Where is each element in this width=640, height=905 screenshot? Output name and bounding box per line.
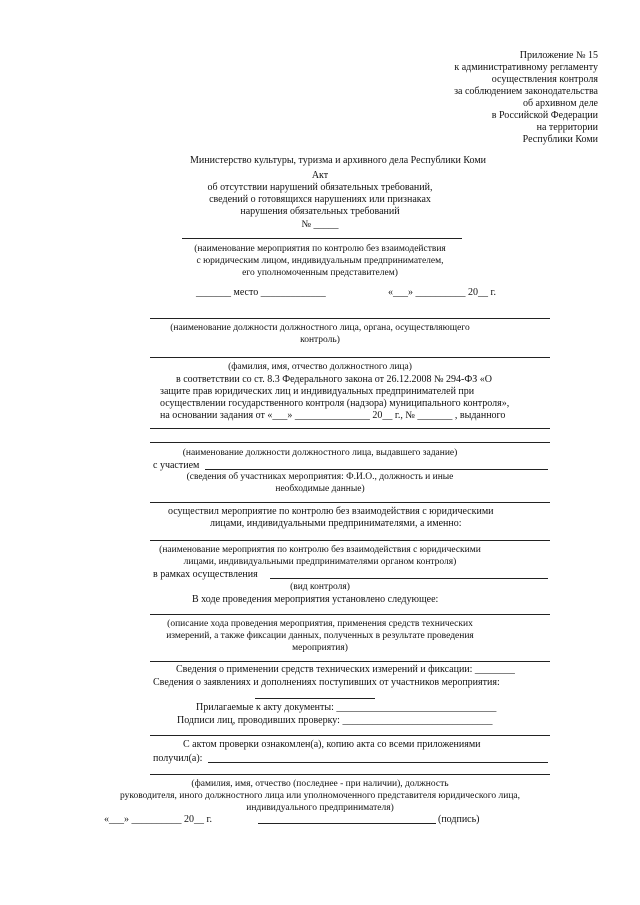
blank-line xyxy=(150,774,550,775)
caption-official: контроль) xyxy=(300,335,340,345)
framework-label: в рамках осуществления xyxy=(153,569,258,580)
final-date: «___» __________ 20__ г. xyxy=(104,814,212,825)
law-text-line: в соответствии со ст. 8.3 Федерального закона от 26.12.2008 № 294-ФЗ «О xyxy=(176,374,493,385)
caption-measure: его уполномоченным представителем) xyxy=(242,268,398,278)
appendix-line: Республики Коми xyxy=(522,134,598,145)
date-line: «___» __________ 20__ г. xyxy=(388,287,496,298)
signature-line xyxy=(258,823,436,824)
info-tech-measurements: Сведения о применении средств технических измерений и фиксации: ________ xyxy=(176,664,515,675)
caption-control-type: (вид контроля) xyxy=(290,582,350,592)
appendix-line: Приложение № 15 xyxy=(519,50,598,61)
blank-line xyxy=(150,540,550,541)
caption-measure: (наименование мероприятия по контролю без взаимодействия xyxy=(194,244,446,254)
caption-participants: необходимые данные) xyxy=(275,484,365,494)
law-text-line: осуществлении государственного контроля (надзора) муниципального контроля», xyxy=(160,398,510,409)
blank-line xyxy=(150,428,550,429)
caption-measure-type: лицами, индивидуальными предпринимателями органом контроля) xyxy=(183,557,457,567)
law-text-line: защите прав юридических лиц и индивидуальных предпринимателей при xyxy=(160,386,475,397)
act-subtitle-line: нарушения обязательных требований xyxy=(240,206,400,217)
blank-line xyxy=(150,318,550,319)
performed-text-line: осуществил мероприятие по контролю без взаимодействия с юридическими xyxy=(168,506,494,517)
caption-participants: (сведения об участниках мероприятия: Ф.И.О., должность и иные xyxy=(186,472,454,482)
acquainted-text: С актом проверки ознакомлен(а), копию акта со всеми приложениями xyxy=(183,739,481,750)
appendix-line: за соблюдением законодательства xyxy=(454,86,598,97)
act-title: Акт xyxy=(311,170,329,181)
caption-official: (наименование должности должностного лица, органа, осуществляющего xyxy=(170,323,470,333)
blank-line xyxy=(255,698,375,699)
blank-line xyxy=(150,357,550,358)
caption-description: мероприятия) xyxy=(292,643,348,653)
blank-line xyxy=(150,661,550,662)
caption-description: (описание хода проведения мероприятия, применения средств технических xyxy=(167,619,473,629)
appendix-line: на территории xyxy=(536,122,598,133)
blank-line xyxy=(208,762,548,763)
caption-recipient: (фамилия, имя, отчество (последнее - при наличии), должность xyxy=(191,779,449,789)
blank-line xyxy=(150,502,550,503)
caption-measure-type: (наименование мероприятия по контролю без взаимодействия с юридическими xyxy=(159,545,481,555)
appendix-line: к административному регламенту xyxy=(454,62,598,73)
act-subtitle-line: об отсутствии нарушений обязательных требований, xyxy=(207,182,433,193)
blank-line xyxy=(205,469,548,470)
established-text: В ходе проведения мероприятия установлено следующее: xyxy=(192,594,439,605)
blank-line xyxy=(150,614,550,615)
caption-fio: (фамилия, имя, отчество должностного лица) xyxy=(228,362,412,372)
info-statements: Сведения о заявлениях и дополнениях поступивших от участников мероприятия: xyxy=(153,677,500,688)
received-label: получил(а): xyxy=(153,753,203,764)
caption-recipient: руководителя, иного должностного лица или уполномоченного представителя юридического лица, xyxy=(119,791,521,801)
caption-measure: с юридическим лицом, индивидуальным предпринимателем, xyxy=(196,256,444,266)
blank-line xyxy=(150,442,550,443)
law-text-line: на основании задания от «___» _______________ 20__ г., № _______ , выданного xyxy=(160,410,506,421)
signature-label: (подпись) xyxy=(438,814,480,825)
attached-documents: Прилагаемые к акту документы: ________________________________ xyxy=(196,702,497,713)
inspector-signatures: Подписи лиц, проводивших проверку: ______________________________ xyxy=(177,715,493,726)
act-subtitle-line: сведений о готовящихся нарушениях или признаках xyxy=(209,194,431,205)
place-line: _______ место _____________ xyxy=(196,287,326,298)
appendix-line: осуществления контроля xyxy=(491,74,598,85)
performed-text-line: лицами, индивидуальными предпринимателями, а именно: xyxy=(210,518,462,529)
caption-description: измерений, а также фиксации данных, полученных в результате проведения xyxy=(166,631,474,641)
appendix-line: об архивном деле xyxy=(522,98,598,109)
blank-line xyxy=(182,238,462,239)
blank-line xyxy=(150,735,550,736)
appendix-line: в Российской Федерации xyxy=(491,110,598,121)
caption-recipient: индивидуального предпринимателя) xyxy=(246,803,394,813)
participants-label: с участием xyxy=(153,460,200,471)
blank-line xyxy=(270,578,548,579)
ministry-name: Министерство культуры, туризма и архивного дела Республики Коми xyxy=(190,155,487,166)
caption-issuer: (наименование должности должностного лица, выдавшего задание) xyxy=(182,448,458,458)
act-number: № _____ xyxy=(301,219,339,230)
